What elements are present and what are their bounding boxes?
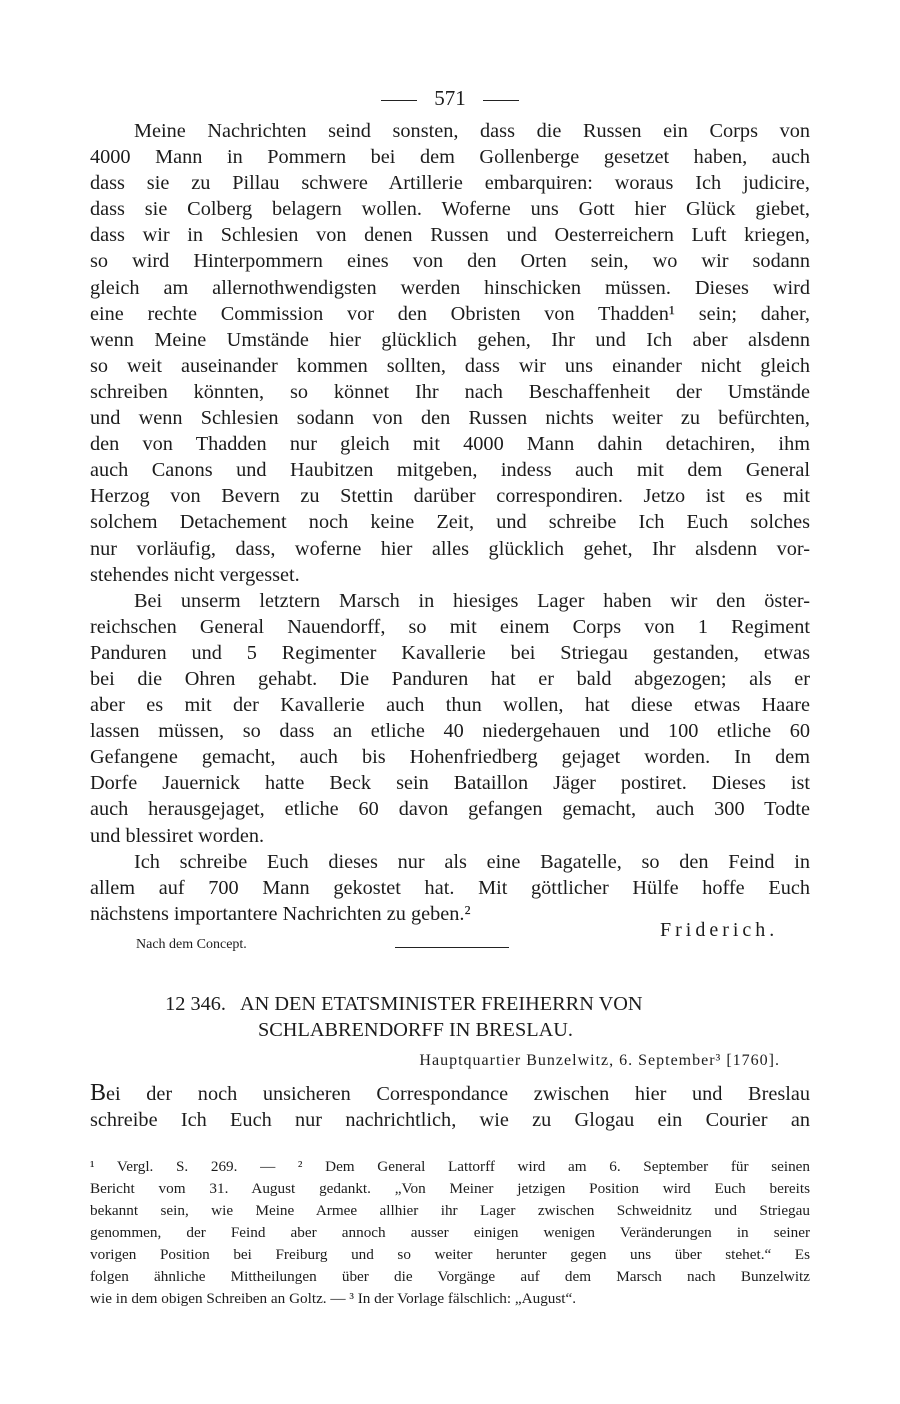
text-line: dass sie zu Pillau schwere Artillerie embarquiren: woraus Ich judicire, [90,172,810,195]
text-line: und wenn Schlesien sodann von den Russen nichts weiter zu befürchten, [90,407,810,430]
paragraph [90,849,810,927]
text-line: allem auf 700 Mann gekostet hat. Mit göttlicher Hülfe hoffe Euch [90,876,810,899]
footnote-line: vorigen Position bei Freiburg und so weiter herunter gegen uns über stehet.“ Es [90,1246,810,1264]
text-line: auch herausgejaget, etliche 60 davon gefangen gemacht, auch 300 Todte [90,798,810,821]
text-line: bei die Ohren gehabt. Die Panduren hat er bald abgezogen; als er [90,667,810,690]
text-line: Herzog von Bevern zu Stettin darüber correspondiren. Jetzo ist es mit [90,485,810,508]
paragraph [90,588,810,849]
paragraph [90,118,810,588]
page-number-dash-left [381,100,417,101]
letter-address-line-2: SCHLABRENDORFF IN BRESLAU. [258,1018,573,1041]
text-line: gleich am allernothwendigsten werden hinschicken müssen. Dieses wird [90,276,810,299]
footnote-line: bekannt sein, wie Meine Armee allhier ihr Lager zwischen Schweidnitz und Striegau [90,1202,810,1220]
text-line: solchem Detachement noch keine Zeit, und schreibe Ich Euch solches [90,511,810,534]
place-date: Hauptquartier Bunzelwitz, 6. September³ [1760]. [419,1051,780,1069]
text-line: lassen müssen, so dass an etliche 40 niedergehauen und 100 etliche 60 [90,720,810,743]
text-line: 4000 Mann in Pommern bei dem Gollenberge gesetzet haben, auch [90,146,810,169]
footnotes [90,1156,810,1310]
text-line: reichschen General Nauendorff, so mit einem Corps von 1 Regiment [90,615,810,638]
separator-rule [395,947,509,948]
footnote-line: Bericht vom 31. August gedankt. „Von Meiner jetzigen Position wird Euch bereits [90,1180,810,1198]
text-line: Panduren und 5 Regimenter Kavallerie bei Striegau gestanden, etwas [90,641,810,664]
letter-heading-line-1 [90,991,810,1017]
letter-body-line [90,1080,810,1107]
text-line: und blessiret worden. [90,824,265,847]
text-line: aber es mit der Kavallerie auch thun wollen, hat diese etwas Haare [90,694,810,717]
letter-address-line-1: AN DEN ETATSMINISTER FREIHERRN VON [240,992,643,1015]
text-line: so wird Hinterpommern eines von den Orten sein, wo wir sodann [90,250,810,273]
text-line: Meine Nachrichten seind sonsten, dass die Russen ein Corps von [134,120,810,142]
text-line: so weit auseinander kommen sollten, dass wir uns einander nicht gleich [90,354,810,377]
text-line: eine rechte Commission vor den Obristen von Thadden¹ sein; daher, [90,302,810,325]
footnote-line: ¹ Vergl. S. 269. — ² Dem General Lattorff wird am 6. September für seinen [90,1158,810,1176]
page-number: 571 [434,86,466,110]
footnote-line: genommen, der Feind aber annoch ausser einigen wenigen Veränderungen in seiner [90,1224,810,1242]
text-line: den von Thadden nur gleich mit 4000 Mann dahin detachiren, ihm [90,433,810,456]
footnote-line: wie in dem obigen Schreiben an Goltz. — ³ In der Vorlage fälschlich: „August“. [90,1290,577,1308]
page [90,80,810,1310]
text-line: wenn Meine Umstände hier glücklich gehen, Ihr und Ich aber alsdenn [90,328,810,351]
signature: Friderich. [660,918,779,941]
page-number-dash-right [483,100,519,101]
letter-heading [90,991,810,1043]
text-line: Bei unserm letztern Marsch in hiesiges Lager haben wir den öster- [134,589,810,612]
footnote-line: folgen ähnliche Mittheilungen über die Vorgänge auf dem Marsch nach Bunzelwitz [90,1268,810,1286]
text-line: nächstens importantere Nachrichten zu geben.² [90,902,471,925]
text-line: auch Canons und Haubitzen mitgeben, indess auch mit dem General [90,459,810,482]
text-line: schreiben könnten, so könnet Ihr nach Beschaffenheit der Umstände [90,380,810,403]
text-line: Ich schreibe Euch dieses nur als eine Bagatelle, so den Feind in [134,850,810,873]
text-line: stehendes nicht vergesset. [90,563,300,586]
letter-number: 12 346. [165,992,226,1015]
letter-body-first-line-text: ei der noch unsicheren Correspondance zwischen hier und Breslau [106,1082,810,1105]
letter-body-line: schreibe Ich Euch nur nachrichtlich, wie zu Glogau ein Courier an [90,1109,810,1131]
text-line: dass wir in Schlesien von denen Russen und Oesterreichern Luft kriegen, [90,224,810,247]
drop-cap: B [90,1079,107,1106]
text-line: nur vorläufig, dass, woferne hier alles glücklich gehet, Ihr alsdenn vor- [90,537,810,560]
letter-body [90,1080,810,1133]
text-line: Gefangene gemacht, auch bis Hohenfriedberg gejaget worden. In dem [90,746,810,769]
text-line: Dorfe Jauernick hatte Beck sein Bataillon Jäger postiret. Dieses ist [90,772,810,795]
source-note: Nach dem Concept. [136,936,247,952]
signature-row [90,918,810,957]
text-line: dass sie Colberg belagern wollen. Woferne uns Gott hier Glück giebet, [90,198,810,221]
page-number-row [90,80,810,116]
letter-text [90,118,810,927]
